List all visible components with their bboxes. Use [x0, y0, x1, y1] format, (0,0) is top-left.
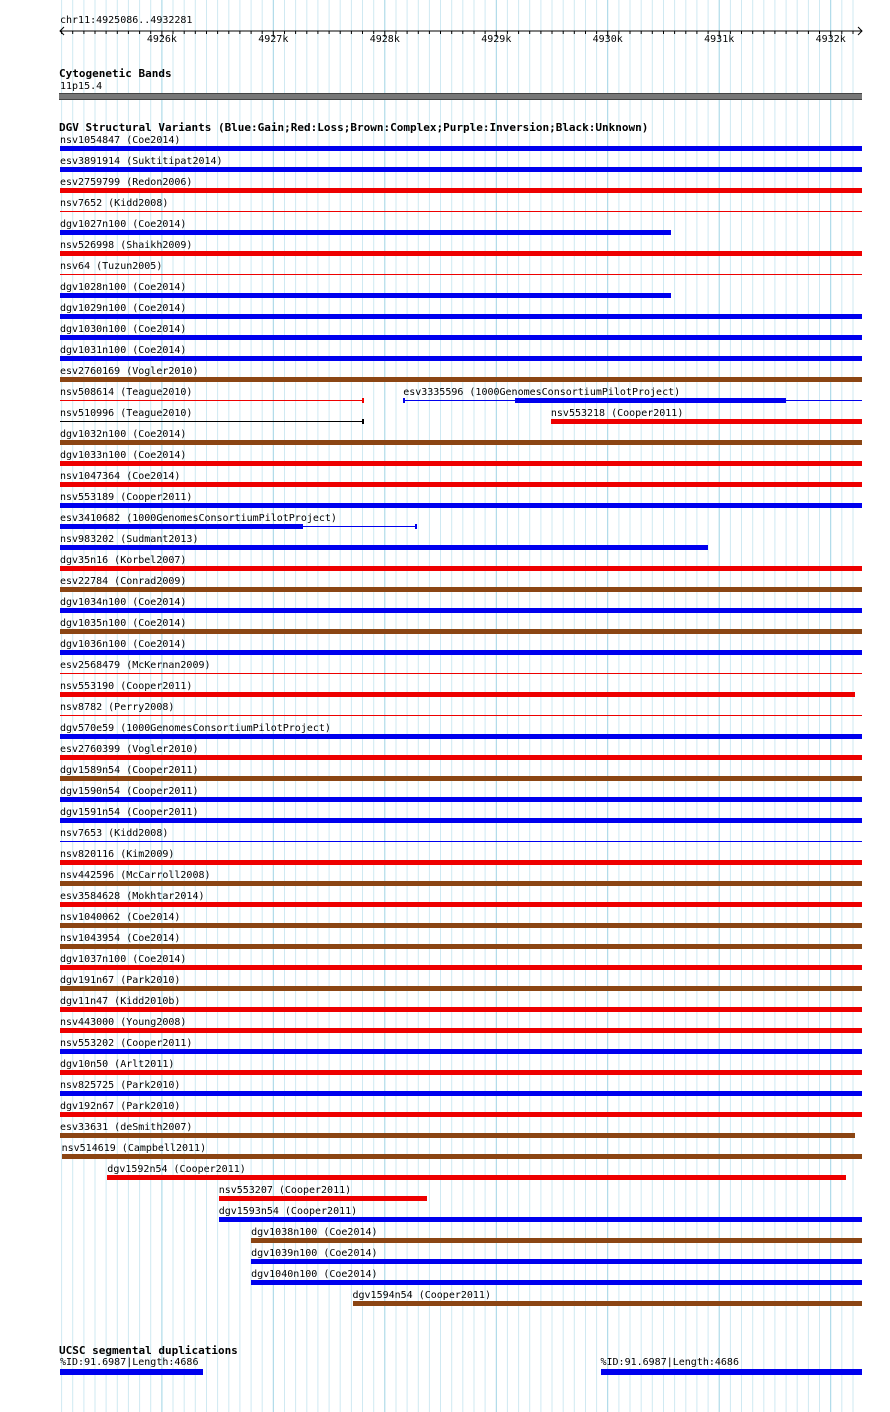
variant-bar[interactable]: [60, 377, 862, 382]
variant-bar[interactable]: [60, 167, 862, 172]
variant-label[interactable]: dgv1035n100 (Coe2014): [60, 618, 187, 629]
variant-bar[interactable]: [60, 923, 862, 928]
ruler-tick-label: 4932k: [815, 34, 846, 45]
variant-label[interactable]: dgv1031n100 (Coe2014): [60, 345, 187, 356]
variant-label[interactable]: nsv64 (Tuzun2005): [60, 261, 163, 272]
variant-bar[interactable]: [60, 524, 303, 529]
variant-bar[interactable]: [107, 1175, 846, 1180]
variant-label[interactable]: nsv1040062 (Coe2014): [60, 912, 181, 923]
variant-bar[interactable]: [60, 545, 708, 550]
variant-label[interactable]: dgv570e59 (1000GenomesConsortiumPilotProject): [60, 723, 331, 734]
cytoband-track-title[interactable]: Cytogenetic Bands: [59, 67, 172, 80]
variant-label[interactable]: dgv1033n100 (Coe2014): [60, 450, 187, 461]
variant-label[interactable]: dgv1027n100 (Coe2014): [60, 219, 187, 230]
variant-label[interactable]: dgv35n16 (Korbel2007): [60, 555, 187, 566]
variant-label[interactable]: esv33631 (deSmith2007): [60, 1122, 193, 1133]
variant-label[interactable]: nsv1047364 (Coe2014): [60, 471, 181, 482]
variant-bar[interactable]: [60, 986, 862, 991]
variant-bar[interactable]: [60, 188, 862, 193]
variant-label[interactable]: nsv1054847 (Coe2014): [60, 135, 181, 146]
variant-bar[interactable]: [60, 1070, 862, 1075]
variant-label[interactable]: nsv508614 (Teague2010): [60, 387, 193, 398]
variant-bar[interactable]: [251, 1238, 862, 1243]
variant-label[interactable]: nsv510996 (Teague2010): [60, 408, 193, 419]
variant-bar[interactable]: [60, 1049, 862, 1054]
variant-label[interactable]: dgv1593n54 (Cooper2011): [218, 1206, 358, 1217]
variant-label[interactable]: nsv825725 (Park2010): [60, 1080, 181, 1091]
variant-label[interactable]: dgv1589n54 (Cooper2011): [60, 765, 199, 776]
variant-label[interactable]: nsv553202 (Cooper2011): [60, 1038, 193, 1049]
segdup-bar[interactable]: [601, 1369, 863, 1375]
variant-bar[interactable]: [60, 860, 862, 865]
variant-label[interactable]: esv3410682 (1000GenomesConsortiumPilotProject): [60, 513, 337, 524]
variant-label[interactable]: nsv7652 (Kidd2008): [60, 198, 169, 209]
variant-label[interactable]: nsv526998 (Shaikh2009): [60, 240, 193, 251]
variant-label[interactable]: nsv553207 (Cooper2011): [218, 1185, 352, 1196]
variant-label[interactable]: dgv1594n54 (Cooper2011): [352, 1290, 491, 1301]
cytoband-label: 11p15.4: [60, 81, 103, 92]
variant-bar[interactable]: [60, 335, 862, 340]
variant-label[interactable]: dgv1039n100 (Coe2014): [251, 1248, 378, 1259]
variant-bar[interactable]: [60, 482, 862, 487]
ruler-axis: [0, 0, 890, 60]
variant-bar[interactable]: [60, 755, 862, 760]
variant-bar[interactable]: [60, 230, 671, 235]
variant-line[interactable]: [60, 421, 363, 422]
variant-bar[interactable]: [60, 965, 862, 970]
variant-bar[interactable]: [60, 881, 862, 886]
variant-bar[interactable]: [60, 293, 671, 298]
variant-label[interactable]: esv2759799 (Redon2006): [60, 177, 193, 188]
variant-label[interactable]: dgv1034n100 (Coe2014): [60, 597, 187, 608]
variant-label[interactable]: nsv553189 (Cooper2011): [60, 492, 193, 503]
variant-label[interactable]: esv3891914 (Suktitipat2014): [60, 156, 223, 167]
variant-label[interactable]: dgv1592n54 (Cooper2011): [107, 1164, 246, 1175]
variant-label[interactable]: nsv553190 (Cooper2011): [60, 681, 193, 692]
variant-bar[interactable]: [219, 1196, 427, 1201]
variant-label[interactable]: dgv1040n100 (Coe2014): [251, 1269, 378, 1280]
variant-label[interactable]: dgv11n47 (Kidd2010b): [60, 996, 181, 1007]
variant-bar[interactable]: [60, 356, 862, 361]
variant-bar[interactable]: [219, 1217, 862, 1222]
variant-bar[interactable]: [251, 1280, 862, 1285]
ruler-tick-label: 4929k: [481, 34, 512, 45]
variant-label[interactable]: nsv7653 (Kidd2008): [60, 828, 169, 839]
variant-bar[interactable]: [60, 1091, 862, 1096]
variant-end-tick[interactable]: [415, 524, 417, 529]
variant-line[interactable]: [60, 673, 862, 674]
variant-label[interactable]: dgv1029n100 (Coe2014): [60, 303, 187, 314]
variant-label[interactable]: esv2568479 (McKernan2009): [60, 660, 211, 671]
variant-label[interactable]: dgv1036n100 (Coe2014): [60, 639, 187, 650]
variant-bar[interactable]: [60, 1028, 862, 1033]
ruler-tick-label: 4927k: [258, 34, 289, 45]
variant-label[interactable]: esv2760399 (Vogler2010): [60, 744, 199, 755]
variant-label[interactable]: esv2760169 (Vogler2010): [60, 366, 199, 377]
variant-bar[interactable]: [60, 902, 862, 907]
variant-label[interactable]: nsv442596 (McCarroll2008): [60, 870, 211, 881]
variant-label[interactable]: dgv1037n100 (Coe2014): [60, 954, 187, 965]
variant-label[interactable]: dgv1032n100 (Coe2014): [60, 429, 187, 440]
variant-label[interactable]: nsv553218 (Cooper2011): [550, 408, 684, 419]
dgv-track-title[interactable]: DGV Structural Variants (Blue:Gain;Red:Loss;Brown:Complex;Purple:Inversion;Black:Unknown): [59, 121, 649, 134]
variant-label[interactable]: nsv1043954 (Coe2014): [60, 933, 181, 944]
variant-label[interactable]: nsv820116 (Kim2009): [60, 849, 175, 860]
variant-bar[interactable]: [60, 440, 862, 445]
variant-label[interactable]: esv22784 (Conrad2009): [60, 576, 187, 587]
variant-label[interactable]: nsv514619 (Campbell2011): [61, 1143, 207, 1154]
segdup-track-title[interactable]: UCSC segmental duplications: [59, 1344, 238, 1357]
variant-bar[interactable]: [251, 1259, 862, 1264]
variant-line[interactable]: [60, 211, 862, 212]
variant-label[interactable]: nsv983202 (Sudmant2013): [60, 534, 199, 545]
variant-label[interactable]: nsv443000 (Young2008): [60, 1017, 187, 1028]
segdup-label[interactable]: %ID:91.6987|Length:4686: [60, 1357, 199, 1368]
variant-bar[interactable]: [353, 1301, 863, 1306]
variant-label[interactable]: esv3335596 (1000GenomesConsortiumPilotProject): [403, 387, 681, 398]
segdup-label[interactable]: %ID:91.6987|Length:4686: [600, 1357, 739, 1368]
variant-label[interactable]: dgv1590n54 (Cooper2011): [60, 786, 199, 797]
variant-line[interactable]: [60, 274, 862, 275]
variant-bar[interactable]: [60, 650, 862, 655]
variant-end-tick[interactable]: [362, 419, 364, 424]
variant-bar[interactable]: [62, 1154, 862, 1159]
variant-bar[interactable]: [551, 419, 862, 424]
variant-bar[interactable]: [60, 146, 862, 151]
cytoband-bar[interactable]: [59, 93, 862, 100]
variant-bar[interactable]: [60, 314, 862, 319]
variant-bar[interactable]: [60, 1112, 862, 1117]
variant-start-tick[interactable]: [403, 398, 405, 403]
variant-label[interactable]: dgv1030n100 (Coe2014): [60, 324, 187, 335]
variant-label[interactable]: dgv1591n54 (Cooper2011): [60, 807, 199, 818]
variant-bar[interactable]: [60, 566, 862, 571]
ruler-tick-label: 4930k: [592, 34, 623, 45]
variant-bar[interactable]: [60, 944, 862, 949]
variant-bar[interactable]: [60, 587, 862, 592]
variant-line[interactable]: [60, 841, 862, 842]
variant-bar[interactable]: [60, 629, 862, 634]
variant-label[interactable]: dgv1028n100 (Coe2014): [60, 282, 187, 293]
coordinate-label: chr11:4925086..4932281: [60, 15, 193, 26]
variant-bar[interactable]: [60, 797, 862, 802]
variant-bar[interactable]: [515, 398, 786, 403]
variant-bar[interactable]: [60, 608, 862, 613]
variant-label[interactable]: dgv10n50 (Arlt2011): [60, 1059, 175, 1070]
variant-line[interactable]: [60, 715, 862, 716]
variant-end-tick[interactable]: [362, 398, 364, 403]
variant-bar[interactable]: [60, 1133, 855, 1138]
variant-label[interactable]: dgv192n67 (Park2010): [60, 1101, 181, 1112]
ruler-tick-label: 4926k: [146, 34, 177, 45]
variant-bar[interactable]: [60, 734, 862, 739]
segdup-bar[interactable]: [60, 1369, 203, 1375]
variant-line[interactable]: [60, 400, 363, 401]
ruler-tick-label: 4931k: [704, 34, 735, 45]
variant-label[interactable]: dgv1038n100 (Coe2014): [251, 1227, 378, 1238]
variant-bar[interactable]: [60, 503, 862, 508]
ruler-tick-label: 4928k: [369, 34, 400, 45]
variant-bar[interactable]: [60, 1007, 862, 1012]
variant-bar[interactable]: [60, 251, 862, 256]
variant-label[interactable]: esv3584628 (Mokhtar2014): [60, 891, 205, 902]
variant-label[interactable]: nsv8782 (Perry2008): [60, 702, 175, 713]
variant-label[interactable]: dgv191n67 (Park2010): [60, 975, 181, 986]
variant-bar[interactable]: [60, 776, 862, 781]
variant-bar[interactable]: [60, 818, 862, 823]
variant-bar[interactable]: [60, 461, 862, 466]
variant-bar[interactable]: [60, 692, 855, 697]
